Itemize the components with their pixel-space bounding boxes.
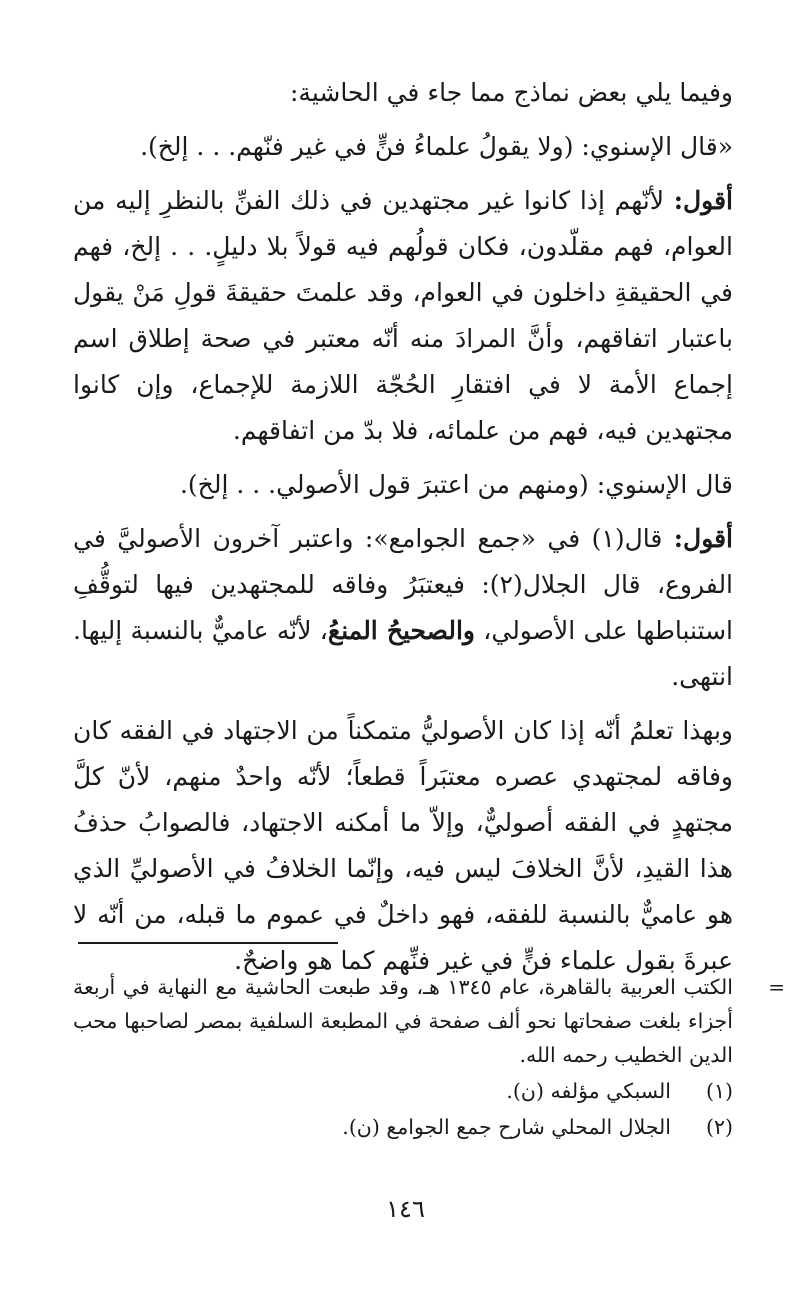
paragraph-commentary-1 (73, 178, 733, 454)
footnote-divider (78, 942, 338, 944)
paragraph-quote-isnawi-2: قال الإسنوي: (ومنهم من اعتبرَ قول الأصولي. . . إلخ). (179, 470, 733, 499)
footnotes (73, 970, 785, 1144)
paragraph-commentary-2 (73, 516, 733, 700)
commentary-text-a: قال(١) في «جمع الجوامع»: واعتبر آخرون الأصوليَّ في الفروع، قال الجلال(٢): فيعتبَرُ وفاقه للمجتهدين فيها لتوقُّفِ استنباطها على الأصولي، (73, 524, 734, 645)
commentary-text: لأنّهم إذا كانوا غير مجتهدين في ذلك الفنِّ بالنظرِ إليه من العوام، فهم مقلّدون، فكان قولُهم فيه قولاً بلا دليلٍ. . . إلخ، فهم في الحقيقةِ داخلون في العوام، وقد علمتَ حقيقةَ قولِ مَنْ يقول باعتبار اتفاقهم، وأنَّ المرادَ منه أنّه معتبر في صحة إطلاق اسم إجماع الأمة لا في افتقارِ الحُجّة اللازمة للإجماع، وإن كانوا مجتهدين فيه، فهم من علمائه، فلا بدّ من اتفاقهم. (73, 186, 733, 445)
bold-phrase: والصحيحُ المنعُ (327, 616, 475, 645)
footnote-number: (٢) (705, 1115, 733, 1139)
paragraph-conclusion: وبهذا تعلمُ أنّه إذا كان الأصوليُّ متمكناً من الاجتهاد في الفقه كان وفاقه لمجتهدي عصره معتبَراً قطعاً؛ لأنّه واحدٌ منهم، لأنّ كلَّ مجتهدٍ في الفقه أصوليٌّ، وإلاّ ما أمكنه الاجتهاد، فالصوابُ حذفُ هذا القيدِ، لأنَّ الخلافَ ليس فيه، وإنّما الخلافُ في الأصوليِّ الذي هو عاميٌّ بالنسبة للفقه، فهو داخلٌ في عموم ما قبله، من أنّه لا عبرةَ بقول علماء فنٍّ في غير فنِّهم كما هو واضحٌ. (73, 716, 733, 975)
continuation-text: الكتب العربية بالقاهرة، عام ١٣٤٥ هـ، وقد طبعت الحاشية مع النهاية في أربعة أجزاء بلغت صفحاتها نحو ألف صفحة في المطبعة السلفية بمصر لصاحبها محب الدين الخطيب رحمه الله. (73, 975, 734, 1067)
footnote-continuation (73, 970, 785, 1072)
continuation-mark: = (768, 975, 785, 999)
lead-word: أقول: (673, 524, 734, 553)
footnote-text: السبكي مؤلفه (ن). (506, 1079, 671, 1103)
commentary-text-b: ، لأنّه عاميٌّ بالنسبة إليها. انتهى. (73, 616, 733, 691)
paragraph-intro: وفيما يلي بعض نماذج مما جاء في الحاشية: (290, 78, 733, 107)
lead-word: أقول: (673, 186, 733, 215)
footnote-text: الجلال المحلي شارح جمع الجوامع (ن). (342, 1115, 671, 1139)
main-text (73, 70, 733, 984)
paragraph-quote-isnawi-1: «قال الإسنوي: (ولا يقولُ علماءُ فنٍّ في غير فنّهم. . . إلخ). (140, 132, 733, 161)
page-number: ١٤٦ (386, 1195, 425, 1223)
footnote-number: (١) (705, 1079, 733, 1103)
footnote-2 (73, 1110, 733, 1144)
footnote-1 (73, 1074, 733, 1108)
